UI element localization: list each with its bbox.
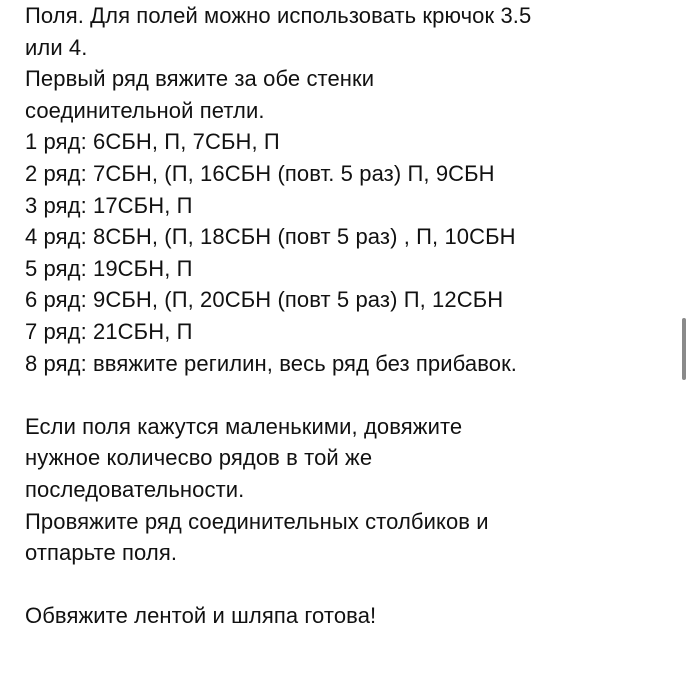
text-line: 5 ряд: 19СБН, П — [25, 255, 193, 281]
text-line: 1 ряд: 6СБН, П, 7СБН, П — [25, 129, 280, 155]
text-line: 3 ряд: 17СБН, П — [25, 192, 193, 218]
scroll-indicator[interactable] — [682, 318, 686, 380]
text-line: или 4. — [25, 34, 88, 60]
text-line: Провяжите ряд соединительных столбиков и — [25, 508, 489, 534]
text-line: Первый ряд вяжите за обе стенки — [25, 66, 375, 92]
text-line: Поля. Для полей можно использовать крючок 3.5 — [25, 3, 532, 28]
blank-line — [25, 379, 665, 411]
text-line: 8 ряд: ввяжите регилин, весь ряд без прибавок. — [25, 350, 518, 376]
text-line: отпарьте поля. — [25, 540, 178, 566]
blank-line — [25, 569, 665, 601]
text-line: последовательности. — [25, 476, 245, 502]
text-line: 7 ряд: 21СБН, П — [25, 318, 193, 344]
text-line: 2 ряд: 7СБН, (П, 16СБН (повт. 5 раз) П, 9СБН — [25, 160, 495, 186]
text-line: Обвяжите лентой и шляпа готова! — [25, 603, 377, 629]
text-line: соединительной петли. — [25, 97, 265, 123]
text-line: 6 ряд: 9СБН, (П, 20СБН (повт 5 раз) П, 12СБН — [25, 287, 504, 313]
text-line: 4 ряд: 8СБН, (П, 18СБН (повт 5 раз) , П, 10СБН — [25, 224, 516, 250]
note-text — [25, 0, 665, 632]
text-line: Если поля кажутся маленькими, довяжите — [25, 413, 463, 439]
text-line: нужное количесво рядов в той же — [25, 445, 373, 471]
